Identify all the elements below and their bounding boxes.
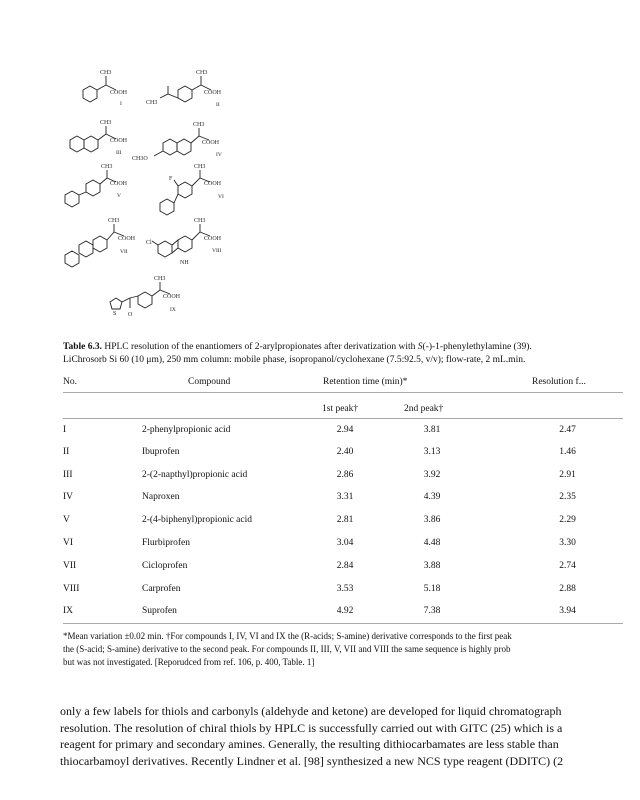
atom-ch3: CH3 [196,70,208,76]
table-row [0,561,640,575]
structure-labels [100,70,224,318]
cell-resolution: 2.47 [559,425,576,435]
body-line-4: thiocarbamoyl derivatives. Recently Lindner et al. [98] synthesized a new NCS type reagent (DDITC) (2 [60,753,564,768]
ring-V-b [86,180,100,196]
atom-s: S [113,311,117,317]
header-no: No. [63,377,77,387]
cell-no: VII [63,561,77,571]
cell-peak2: 7.38 [423,606,441,616]
cell-compound: Cicloprofen [142,561,188,571]
structures-figure [50,60,280,325]
cell-peak1: 2.84 [336,561,354,571]
atom-cooh: COOH [202,140,220,146]
atom-ch3: CH3 [194,218,206,224]
caption-line-1 [63,341,623,354]
atom-ch3: CH3 [100,120,112,126]
cell-peak2: 3.86 [423,515,441,525]
ring-VIII-b [178,236,192,252]
atom-ch3: CH3 [154,276,166,282]
label-VIII: VIII [212,248,222,254]
cell-no: IX [63,606,74,616]
cell-peak1: 3.31 [336,492,354,502]
cell-resolution: 2.88 [559,584,576,594]
ring-I [83,86,97,102]
cell-resolution: 2.91 [559,470,576,480]
body-line-3: reagent for primary and secondary amines. Generally, the resulting dithiocarbamates are less stable than [60,737,559,751]
atom-cooh: COOH [163,294,181,300]
atom-ch3o: CH3O [132,156,148,162]
ring-V-a [65,191,79,207]
atom-cooh: COOH [110,181,128,187]
atom-ch3: CH3 [108,218,120,224]
cell-compound: 2-(2-napthyl)propionic acid [142,470,248,480]
label-IV: IV [216,152,222,158]
cell-resolution: 3.94 [559,606,576,616]
body-line-1: only a few labels for thiols and carbonyls (aldehyde and ketone) are developed for liquid chromatograph [60,704,562,718]
table-bottom-rule [63,623,623,624]
atom-cooh: COOH [204,236,222,242]
label-V: V [117,193,121,199]
ring-VIII-a [158,241,172,257]
cell-peak1: 3.53 [336,584,354,594]
ring-IV-a [163,139,177,155]
footnote-line-1: *Mean variation ±0.02 min. †For compounds I, IV, VI and IX the (R-acids; S-amine) derivative corresponds to the first peak [63,631,512,641]
cell-no: I [63,425,67,435]
table-row [0,538,640,552]
cell-no: IV [63,492,74,502]
ring-II [178,86,192,102]
cell-compound: Carprofen [142,584,181,594]
caption-line-2: LiChrosorb Si 60 (10 μm), 250 mm column: mobile phase, isopropanol/cyclohexane (7.5:92.5, v/v); flow-rate, 2 mL.min. [63,355,526,365]
subheader-peak2: 2nd peak† [404,404,444,414]
cell-compound: 2-phenylpropionic acid [142,425,231,435]
label-IX: IX [170,307,176,313]
header-retention: Retention time (min)* [323,377,408,387]
label-III: III [116,150,122,156]
cell-no: VIII [63,584,80,594]
ring-VII-c [93,236,107,252]
label-VI: VI [218,194,224,200]
cell-peak2: 5.18 [423,584,441,594]
table-row [0,584,640,598]
label-VII: VII [120,249,128,255]
atom-cooh: COOH [110,90,128,96]
cell-peak2: 4.39 [423,492,441,502]
label-II: II [216,102,220,108]
table-caption [63,341,623,367]
header-compound: Compound [188,377,231,387]
ring-VII-a [65,251,79,267]
footnote-line-3: but was not investigated. [Reporudced from ref. 106, p. 400, Table. 1] [63,657,315,667]
table-footnote [63,630,640,669]
ring-VI-b [178,182,192,198]
cell-resolution: 2.74 [559,561,576,571]
body-line-2: resolution. The resolution of chiral thiols by HPLC is successfully carried out with GITC (25) which is a [60,720,563,735]
cell-peak1: 2.86 [336,470,354,480]
cell-peak2: 4.48 [423,538,441,548]
structures-svg [50,60,280,325]
cell-no: V [63,515,70,525]
ring-VI-a [160,199,174,215]
atom-f: F [169,176,173,182]
table-row [0,470,640,484]
header-resolution: Resolution f... [532,377,586,387]
body-paragraph [60,703,640,769]
atom-cooh: COOH [118,236,136,242]
table-row [0,425,640,439]
header-rule [63,392,623,393]
cell-compound: 2-(4-biphenyl)propionic acid [142,515,253,525]
table-row [0,447,640,461]
ring-VII-b [79,241,93,257]
cell-peak2: 3.92 [423,470,441,480]
table-row [0,606,640,620]
atom-cooh: COOH [204,90,222,96]
ring-III-a [70,136,84,152]
cell-peak2: 3.81 [423,425,441,435]
caption-text-b: (-)-1-phenylethylamine (39). [422,342,532,352]
atom-ch3: CH3 [100,70,112,76]
atom-nh: NH [180,260,189,266]
subheader-rule [63,418,623,419]
atom-ch3: CH3 [146,100,158,106]
cell-no: III [63,470,73,480]
caption-label: Table 6.3. [63,342,102,352]
cell-compound: Suprofen [142,606,177,616]
atom-ch3: CH3 [193,122,205,128]
atom-ch3: CH3 [194,164,206,170]
table-row [0,492,640,506]
cell-peak1: 4.92 [336,606,354,616]
cell-peak2: 3.13 [423,447,441,457]
atom-ch3: CH3 [101,164,113,170]
caption-reagent: S [417,342,423,352]
cell-resolution: 2.35 [559,492,576,502]
ring-IX-a [110,298,122,309]
cell-compound: Ibuprofen [142,447,180,457]
cell-peak1: 2.81 [336,515,354,525]
ring-IX-b [138,292,152,308]
subheader-peak1: 1st peak† [322,404,359,414]
cell-compound: Flurbiprofen [142,538,191,548]
cell-no: II [63,447,70,457]
atom-cl: Cl [146,240,152,246]
atom-o: O [128,312,133,318]
atom-cooh: COOH [110,138,128,144]
cell-compound: Naproxen [142,492,180,502]
cell-no: VI [63,538,74,548]
cell-peak1: 2.40 [336,447,354,457]
caption-text-a: HPLC resolution of the enantiomers of 2-arylpropionates after derivatization with [101,342,418,352]
table-row [0,515,640,529]
cell-peak1: 2.94 [336,425,354,435]
cell-peak1: 3.04 [336,538,354,548]
ring-III-b [84,136,98,152]
cell-peak2: 3.88 [423,561,441,571]
cell-resolution: 2.29 [559,515,576,525]
footnote-line-2: the (S-acid; S-amine) derivative to the second peak. For compounds II, III, V, VII and VIII the same sequence is highly prob [63,644,511,654]
label-I: I [120,101,122,107]
cell-resolution: 1.46 [559,447,576,457]
cell-resolution: 3.30 [559,538,576,548]
ring-IV-b [177,139,191,155]
atom-cooh: COOH [204,181,222,187]
